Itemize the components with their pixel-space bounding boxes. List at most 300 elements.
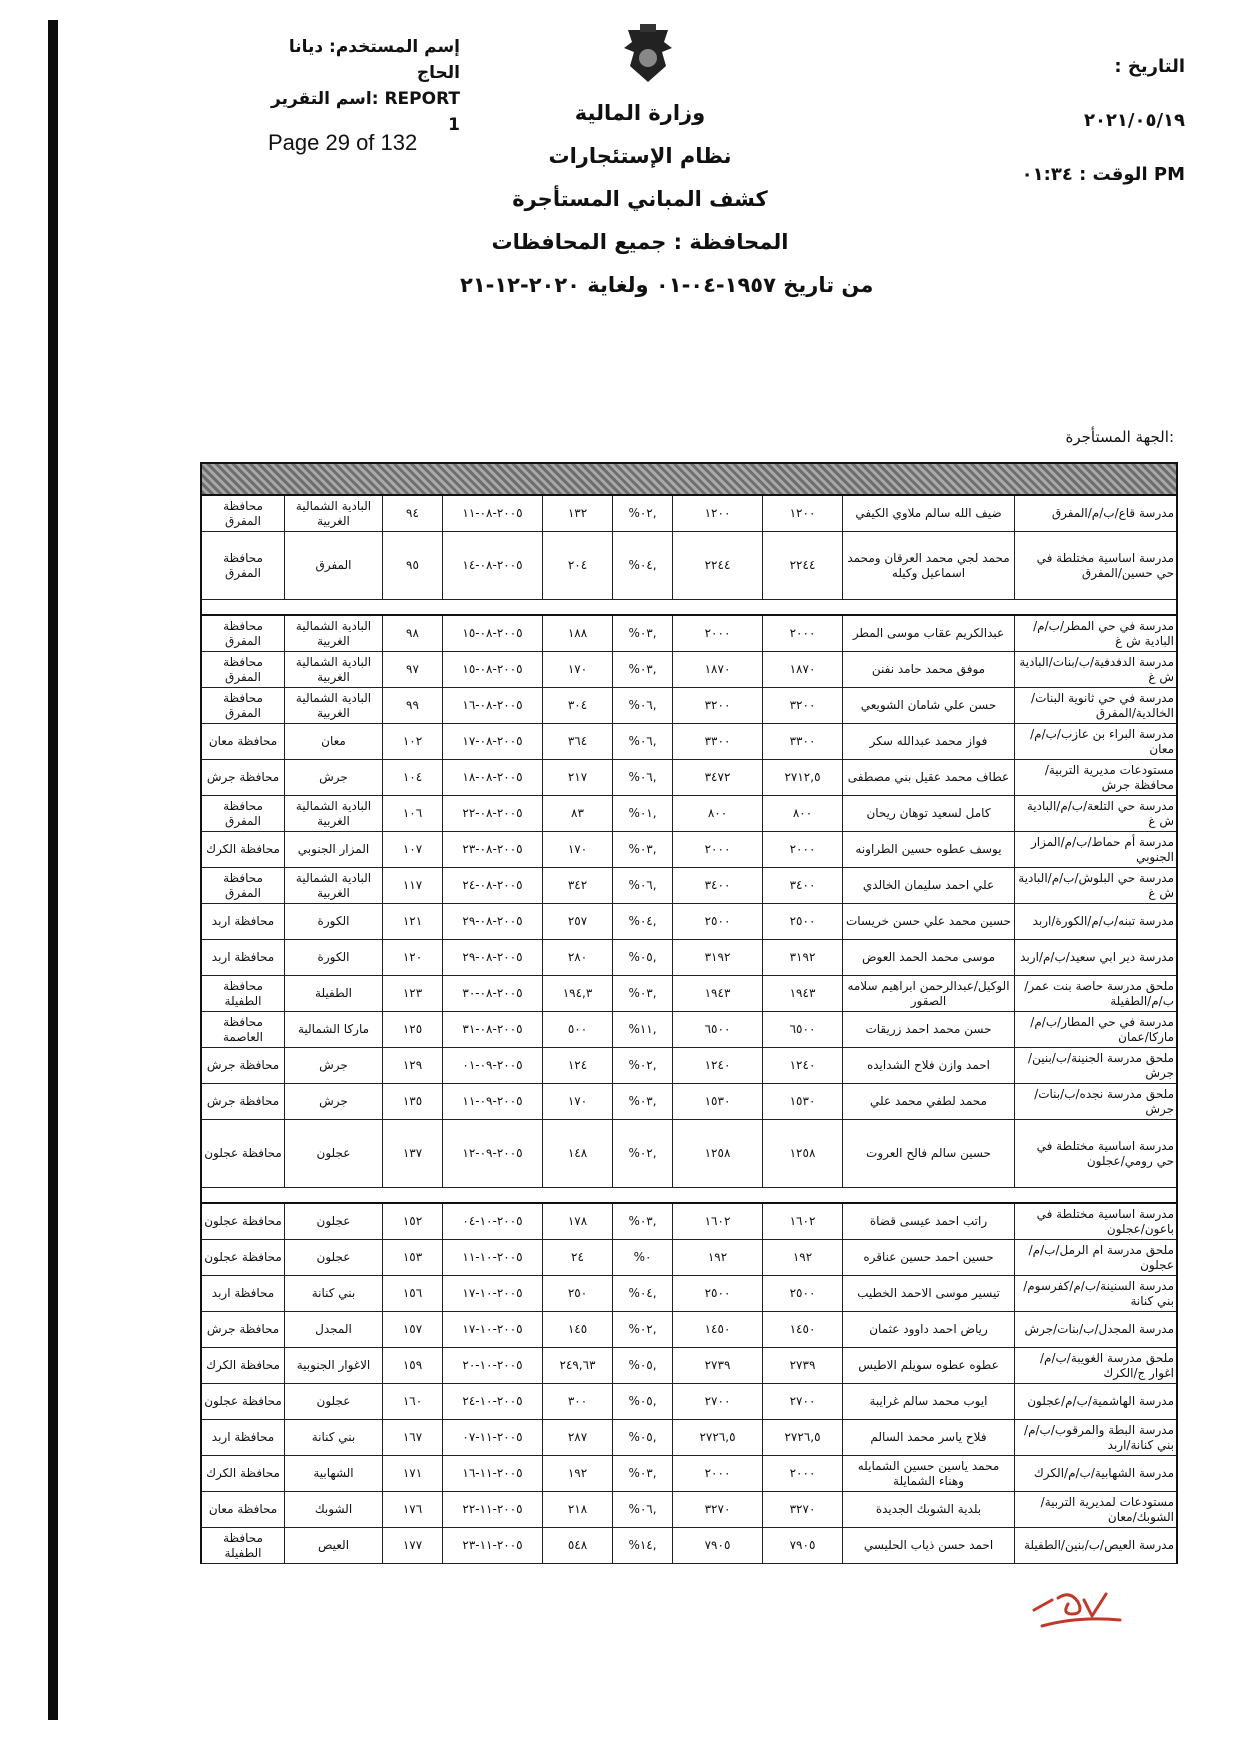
directorate-cell: عجلون (284, 1204, 382, 1239)
percentage-cell: %٠٤, (612, 532, 672, 599)
percentage-cell: %٠٦, (612, 760, 672, 795)
rent-value-cell: ٢٠٤ (542, 532, 612, 599)
governorate-cell: محافظة جرش (206, 1058, 280, 1072)
annual-amount-cell: ١٢٥٨ (672, 1120, 762, 1187)
rent-value-cell: ٢١٧ (542, 760, 612, 795)
net-amount-cell: ٢٧٣٩ (762, 1348, 842, 1383)
net-amount-cell: ٣٤٠٠ (762, 868, 842, 903)
building-name-cell: ملحق مدرسة ام الرمل/ب/م/عجلون (1014, 1240, 1176, 1275)
table-row (200, 760, 1178, 796)
building-name-cell: مدرسة في حي المطار/ب/م/ماركا/عمان (1014, 1012, 1176, 1047)
directorate-cell: الكورة (284, 940, 382, 975)
annual-amount-cell: ١٢٤٠ (672, 1048, 762, 1083)
net-amount-cell: ١٢٤٠ (762, 1048, 842, 1083)
contract-date-cell: ٢٠٠٥-٠٨-١٦ (442, 688, 542, 723)
handwritten-page-mark (1028, 1580, 1128, 1640)
contract-date-cell: ٢٠٠٥-٠٨-١٧ (442, 724, 542, 759)
governorate-cell: محافظة المفرق (223, 870, 263, 900)
building-name-cell: مدرسة قاع/ب/م/المفرق (1014, 496, 1176, 531)
building-name-cell: مدرسة حي التلعة/ب/م/البادية ش غ (1014, 796, 1176, 831)
percentage-cell: %١٤, (612, 1528, 672, 1563)
building-name-cell: ملحق مدرسة نجده/ب/بنات/جرش (1014, 1084, 1176, 1119)
table-row (200, 532, 1178, 600)
governorate-filter: المحافظة : جميع المحافظات (491, 230, 789, 254)
building-name-cell: ملحق مدرسة الغويبة/ب/م/اغوار ج/الكرك (1014, 1348, 1176, 1383)
governorate-cell: محافظة الكرك (206, 1358, 280, 1372)
net-amount-cell: ١٩٤٣ (762, 976, 842, 1011)
contract-date-cell: ٢٠٠٥-١٠-٠٤ (442, 1204, 542, 1239)
owner-name-cell: حسين احمد حسين عناقره (842, 1240, 1014, 1275)
governorate-cell: محافظة المفرق (223, 798, 263, 828)
table-body (200, 496, 1178, 1564)
annual-amount-cell: ٣٢٠٠ (672, 688, 762, 723)
percentage-cell: %٠٢, (612, 1312, 672, 1347)
annual-amount-cell: ١٢٠٠ (672, 496, 762, 531)
governorate-cell: محافظة المفرق (223, 618, 263, 648)
governorate-cell: محافظة العاصمة (223, 1014, 263, 1044)
directorate-cell: جرش (284, 1048, 382, 1083)
table-row (200, 796, 1178, 832)
annual-amount-cell: ٢٠٠٠ (672, 1456, 762, 1491)
contract-number-cell: ٩٩ (382, 688, 442, 723)
rent-value-cell: ١٩٢ (542, 1456, 612, 1491)
rent-value-cell: ٣٦٤ (542, 724, 612, 759)
net-amount-cell: ٢٧٠٠ (762, 1384, 842, 1419)
table-row (200, 1528, 1178, 1564)
percentage-cell: %٠٥, (612, 940, 672, 975)
owner-name-cell: عطاف محمد عقيل بني مصطفى (842, 760, 1014, 795)
owner-name-cell: عطوه عطوه سويلم الاطيس (842, 1348, 1014, 1383)
net-amount-cell: ٢٠٠٠ (762, 1456, 842, 1491)
rent-value-cell: ٢٤ (542, 1240, 612, 1275)
directorate-cell: الطفيلة (284, 976, 382, 1011)
percentage-cell: %٠٦, (612, 724, 672, 759)
building-name-cell: مستودعات مديرية التربية/محافظة جرش (1014, 760, 1176, 795)
annual-amount-cell: ٦٥٠٠ (672, 1012, 762, 1047)
percentage-cell: %٠٣, (612, 1456, 672, 1491)
percentage-cell: %٠٢, (612, 496, 672, 531)
directorate-cell: البادية الشمالية الغربية (284, 616, 382, 651)
directorate-cell: الشوبك (284, 1492, 382, 1527)
percentage-cell: %٠٢, (612, 1120, 672, 1187)
contract-number-cell: ١٣٥ (382, 1084, 442, 1119)
directorate-cell: بني كنانة (284, 1420, 382, 1455)
directorate-cell: معان (284, 724, 382, 759)
percentage-cell: %٠١, (612, 796, 672, 831)
contract-number-cell: ١٢٣ (382, 976, 442, 1011)
annual-amount-cell: ٢٢٤٤ (672, 532, 762, 599)
table-row (200, 832, 1178, 868)
table-row (200, 940, 1178, 976)
governorate-cell: محافظة معان (208, 734, 278, 748)
coat-of-arms-icon (618, 22, 678, 86)
contract-number-cell: ١٠٤ (382, 760, 442, 795)
directorate-cell: المفرق (284, 532, 382, 599)
owner-name-cell: الوكيل/عبدالرحمن ابراهيم سلامه الصقور (842, 976, 1014, 1011)
page-number: Page 29 of 132 (268, 130, 418, 155)
contract-date-cell: ٢٠٠٥-١١-٢٢ (442, 1492, 542, 1527)
contract-date-cell: ٢٠٠٥-١١-١٦ (442, 1456, 542, 1491)
building-name-cell: مدرسة حي البلوش/ب/م/البادية ش غ (1014, 868, 1176, 903)
annual-amount-cell: ٢٧٣٩ (672, 1348, 762, 1383)
table-row (200, 976, 1178, 1012)
percentage-cell: %٠٥, (612, 1384, 672, 1419)
directorate-cell: جرش (284, 760, 382, 795)
percentage-cell: %٠٥, (612, 1420, 672, 1455)
contract-date-cell: ٢٠٠٥-٠٨-٢٩ (442, 940, 542, 975)
owner-name-cell: موفق محمد حامد نفنن (842, 652, 1014, 687)
rent-value-cell: ٢٥٠ (542, 1276, 612, 1311)
contract-number-cell: ١٠٧ (382, 832, 442, 867)
header-right (1010, 40, 1185, 202)
net-amount-cell: ١٦٠٢ (762, 1204, 842, 1239)
table-row (200, 1312, 1178, 1348)
table-header-bar (200, 462, 1178, 496)
annual-amount-cell: ١٥٣٠ (672, 1084, 762, 1119)
contract-number-cell: ١٢١ (382, 904, 442, 939)
governorate-cell: محافظة الكرك (206, 842, 280, 856)
annual-amount-cell: ٣١٩٢ (672, 940, 762, 975)
directorate-cell: الكورة (284, 904, 382, 939)
governorate-cell: محافظة الطفيلة (223, 978, 263, 1008)
net-amount-cell: ٢٧١٢,٥ (762, 760, 842, 795)
contract-date-cell: ٢٠٠٥-٠٩-١١ (442, 1084, 542, 1119)
directorate-cell: البادية الشمالية الغربية (284, 652, 382, 687)
rent-value-cell: ٥٠٠ (542, 1012, 612, 1047)
print-time: الوقت : ٠١:٣٤ PM (1021, 164, 1185, 185)
contract-number-cell: ١٥٢ (382, 1204, 442, 1239)
governorate-cell: محافظة المفرق (223, 498, 263, 528)
directorate-cell: المزار الجنوبي (284, 832, 382, 867)
directorate-cell: الشهابية (284, 1456, 382, 1491)
percentage-cell: %٠٣, (612, 1084, 672, 1119)
building-name-cell: مدرسة البطة والمرقوب/ب/م/بني كنانة/اربد (1014, 1420, 1176, 1455)
table-row (200, 724, 1178, 760)
contract-date-cell: ٢٠٠٥-٠٨-٢٢ (442, 796, 542, 831)
rent-value-cell: ٢٨٧ (542, 1420, 612, 1455)
date-range: من تاريخ ١٩٥٧-٠٤-٠١ ولغاية ٢٠٢٠-١٢-٢١ (460, 273, 874, 297)
table-row (200, 688, 1178, 724)
net-amount-cell: ١٩٢ (762, 1240, 842, 1275)
contract-date-cell: ٢٠٠٥-٠٨-٢٤ (442, 868, 542, 903)
contract-date-cell: ٢٠٠٥-١١-٠٧ (442, 1420, 542, 1455)
net-amount-cell: ٢٥٠٠ (762, 1276, 842, 1311)
annual-amount-cell: ٢٥٠٠ (672, 1276, 762, 1311)
contract-date-cell: ٢٠٠٥-١٠-٢٤ (442, 1384, 542, 1419)
contract-number-cell: ١٥٧ (382, 1312, 442, 1347)
owner-name-cell: عبدالكريم عقاب موسى المطر (842, 616, 1014, 651)
rent-value-cell: ١٤٥ (542, 1312, 612, 1347)
directorate-cell: عجلون (284, 1120, 382, 1187)
percentage-cell: %٠٢, (612, 1048, 672, 1083)
rent-value-cell: ٢٤٩,٦٣ (542, 1348, 612, 1383)
owner-name-cell: تيسير موسى الاحمد الخطيب (842, 1276, 1014, 1311)
table-row (200, 1348, 1178, 1384)
building-name-cell: مدرسة تبنه/ب/م/الكورة/اربد (1014, 904, 1176, 939)
building-name-cell: مستودعات لمديرية التربية/الشوبك/معان (1014, 1492, 1176, 1527)
contract-date-cell: ٢٠٠٥-٠٨-١٥ (442, 616, 542, 651)
contract-number-cell: ١٧١ (382, 1456, 442, 1491)
contract-number-cell: ١٧٦ (382, 1492, 442, 1527)
contract-date-cell: ٢٠٠٥-٠٨-١٨ (442, 760, 542, 795)
table-row (200, 1456, 1178, 1492)
owner-name-cell: محمد لجي محمد العرقان ومحمد اسماعيل وكيله (842, 532, 1014, 599)
owner-name-cell: فواز محمد عبدالله سكر (842, 724, 1014, 759)
net-amount-cell: ٢٠٠٠ (762, 832, 842, 867)
contract-number-cell: ١٥٦ (382, 1276, 442, 1311)
building-name-cell: مدرسة السنينة/ب/م/كفرسوم/بني كنانة (1014, 1276, 1176, 1311)
rent-value-cell: ٢٨٠ (542, 940, 612, 975)
percentage-cell: %٠٣, (612, 832, 672, 867)
percentage-cell: %٠٣, (612, 1204, 672, 1239)
table-row (200, 616, 1178, 652)
directorate-cell: البادية الشمالية الغربية (284, 796, 382, 831)
contract-number-cell: ٩٥ (382, 532, 442, 599)
building-name-cell: مدرسة المجدل/ب/بنات/جرش (1014, 1312, 1176, 1347)
directorate-cell: العيص (284, 1528, 382, 1563)
contract-number-cell: ١٢٩ (382, 1048, 442, 1083)
annual-amount-cell: ٧٩٠٥ (672, 1528, 762, 1563)
owner-name-cell: يوسف عطوه حسين الطراونه (842, 832, 1014, 867)
rent-value-cell: ١٧٠ (542, 832, 612, 867)
governorate-cell: محافظة عجلون (204, 1214, 282, 1228)
directorate-cell: بني كنانة (284, 1276, 382, 1311)
rent-value-cell: ١٧٨ (542, 1204, 612, 1239)
table-row (200, 1276, 1178, 1312)
building-name-cell: مدرسة أم حماط/ب/م/المزار الجنوبي (1014, 832, 1176, 867)
percentage-cell: %٠٣, (612, 976, 672, 1011)
rent-value-cell: ١٧٠ (542, 1084, 612, 1119)
percentage-cell: %٠٤, (612, 904, 672, 939)
governorate-cell: محافظة عجلون (204, 1394, 282, 1408)
annual-amount-cell: ٢٠٠٠ (672, 832, 762, 867)
governorate-cell: محافظة جرش (206, 1094, 280, 1108)
rent-value-cell: ١٨٨ (542, 616, 612, 651)
building-name-cell: مدرسة الشهابية/ب/م/الكرك (1014, 1456, 1176, 1491)
owner-name-cell: محمد ياسين حسين الشمايله وهناء الشمايلة (842, 1456, 1014, 1491)
rent-value-cell: ١٧٠ (542, 652, 612, 687)
governorate-cell: محافظة اربد (211, 1430, 275, 1444)
building-name-cell: ملحق مدرسة الجنينة/ب/بنين/جرش (1014, 1048, 1176, 1083)
ministry-name: وزارة المالية (574, 101, 706, 125)
contract-date-cell: ٢٠٠٥-٠٨-٣٠ (442, 976, 542, 1011)
net-amount-cell: ٣٣٠٠ (762, 724, 842, 759)
net-amount-cell: ١٥٣٠ (762, 1084, 842, 1119)
contract-number-cell: ٩٧ (382, 652, 442, 687)
owner-name-cell: كامل لسعيد توهان ريحان (842, 796, 1014, 831)
owner-name-cell: محمد لطفي محمد علي (842, 1084, 1014, 1119)
governorate-cell: محافظة الكرك (206, 1466, 280, 1480)
contract-number-cell: ١٣٧ (382, 1120, 442, 1187)
contract-date-cell: ٢٠٠٥-٠٩-١٢ (442, 1120, 542, 1187)
print-date: التاريخ : ٢٠٢١/٠٥/١٩ (1083, 56, 1185, 131)
table-row (200, 1120, 1178, 1188)
net-amount-cell: ١٢٠٠ (762, 496, 842, 531)
annual-amount-cell: ١٤٥٠ (672, 1312, 762, 1347)
contract-number-cell: ١٦٧ (382, 1420, 442, 1455)
governorate-cell: محافظة معان (208, 1502, 278, 1516)
owner-name-cell: ايوب محمد سالم غرايبة (842, 1384, 1014, 1419)
table-row (200, 868, 1178, 904)
owner-name-cell: حسن محمد احمد زريقات (842, 1012, 1014, 1047)
table-row (200, 1012, 1178, 1048)
rent-value-cell: ٥٤٨ (542, 1528, 612, 1563)
table-row (200, 904, 1178, 940)
contract-date-cell: ٢٠٠٥-٠٨-٢٣ (442, 832, 542, 867)
building-name-cell: مدرسة اساسية مختلطة في باعون/عجلون (1014, 1204, 1176, 1239)
contract-date-cell: ٢٠٠٥-١٠-١٧ (442, 1312, 542, 1347)
rent-value-cell: ٨٣ (542, 796, 612, 831)
directorate-cell: عجلون (284, 1384, 382, 1419)
owner-name-cell: ضيف الله سالم ملاوي الكيفي (842, 496, 1014, 531)
rent-value-cell: ٣٠٠ (542, 1384, 612, 1419)
contract-number-cell: ٩٤ (382, 496, 442, 531)
table-row (200, 1492, 1178, 1528)
governorate-cell: محافظة جرش (206, 1322, 280, 1336)
governorate-cell: محافظة عجلون (204, 1146, 282, 1160)
rent-value-cell: ٣٠٤ (542, 688, 612, 723)
owner-name-cell: حسين محمد علي حسن خريسات (842, 904, 1014, 939)
percentage-cell: %٠٦, (612, 868, 672, 903)
contract-date-cell: ٢٠٠٥-٠٨-٣١ (442, 1012, 542, 1047)
owner-name-cell: موسى محمد الحمد العوض (842, 940, 1014, 975)
annual-amount-cell: ٣٤٠٠ (672, 868, 762, 903)
owner-name-cell: فلاح ياسر محمد السالم (842, 1420, 1014, 1455)
percentage-cell: %٠٤, (612, 1276, 672, 1311)
net-amount-cell: ٧٩٠٥ (762, 1528, 842, 1563)
annual-amount-cell: ٣٤٧٢ (672, 760, 762, 795)
building-name-cell: مدرسة البراء بن عازب/ب/م/معان (1014, 724, 1176, 759)
contract-date-cell: ٢٠٠٥-٠٨-١١ (442, 496, 542, 531)
rent-value-cell: ١٢٤ (542, 1048, 612, 1083)
building-name-cell: ملحق مدرسة حاصة بنت عمر/ب/م/الطفيلة (1014, 976, 1176, 1011)
net-amount-cell: ١٨٧٠ (762, 652, 842, 687)
table-row (200, 1240, 1178, 1276)
rent-value-cell: ٢١٨ (542, 1492, 612, 1527)
rent-value-cell: ١٩٤,٣ (542, 976, 612, 1011)
annual-amount-cell: ١٩٢ (672, 1240, 762, 1275)
table-row (200, 652, 1178, 688)
percentage-cell: %٠٦, (612, 688, 672, 723)
annual-amount-cell: ١٨٧٠ (672, 652, 762, 687)
directorate-cell: البادية الشمالية الغربية (284, 496, 382, 531)
rent-value-cell: ١٤٨ (542, 1120, 612, 1187)
directorate-cell: عجلون (284, 1240, 382, 1275)
table-row (200, 1204, 1178, 1240)
governorate-cell: محافظة عجلون (204, 1250, 282, 1264)
percentage-cell: %١١, (612, 1012, 672, 1047)
building-name-cell: مدرسة في حي ثانوية البنات/الخالدية/المفرق (1014, 688, 1176, 723)
governorate-cell: محافظة اربد (211, 1286, 275, 1300)
owner-name-cell: علي احمد سليمان الخالدي (842, 868, 1014, 903)
directorate-cell: الاغوار الجنوبية (284, 1348, 382, 1383)
system-name: نظام الإستئجارات (548, 144, 732, 168)
annual-amount-cell: ٣٢٧٠ (672, 1492, 762, 1527)
directorate-cell: البادية الشمالية الغربية (284, 868, 382, 903)
contract-date-cell: ٢٠٠٥-١٠-١٧ (442, 1276, 542, 1311)
owner-name-cell: احمد وازن فلاح الشدايده (842, 1048, 1014, 1083)
directorate-cell: جرش (284, 1084, 382, 1119)
contract-date-cell: ٢٠٠٥-١١-٢٣ (442, 1528, 542, 1563)
governorate-cell: محافظة المفرق (223, 550, 263, 580)
contract-date-cell: ٢٠٠٥-١٠-٢٠ (442, 1348, 542, 1383)
net-amount-cell: ٣٢٠٠ (762, 688, 842, 723)
governorate-cell: محافظة اربد (211, 914, 275, 928)
annual-amount-cell: ١٩٤٣ (672, 976, 762, 1011)
net-amount-cell: ٢٧٢٦,٥ (762, 1420, 842, 1455)
table-row (200, 1048, 1178, 1084)
owner-name-cell: احمد حسن ذياب الحليسي (842, 1528, 1014, 1563)
table-row (200, 1420, 1178, 1456)
table-row (200, 1084, 1178, 1120)
net-amount-cell: ٢٢٤٤ (762, 532, 842, 599)
table-row (200, 1384, 1178, 1420)
rented-buildings-table (200, 462, 1178, 1560)
table-row (200, 496, 1178, 532)
annual-amount-cell: ٣٣٠٠ (672, 724, 762, 759)
percentage-cell: %٠٥, (612, 1348, 672, 1383)
annual-amount-cell: ٢٧٠٠ (672, 1384, 762, 1419)
annual-amount-cell: ٢٥٠٠ (672, 904, 762, 939)
report-title-block (460, 92, 874, 307)
directorate-cell: البادية الشمالية الغربية (284, 688, 382, 723)
governorate-cell: محافظة اربد (211, 950, 275, 964)
contract-number-cell: ١١٧ (382, 868, 442, 903)
net-amount-cell: ٢٥٠٠ (762, 904, 842, 939)
building-name-cell: مدرسة الدفدفية/ب/بنات/البادية ش غ (1014, 652, 1176, 687)
contract-number-cell: ١٠٦ (382, 796, 442, 831)
net-amount-cell: ٣١٩٢ (762, 940, 842, 975)
contract-number-cell: ١٢٥ (382, 1012, 442, 1047)
contract-number-cell: ١٠٢ (382, 724, 442, 759)
governorate-cell: محافظة المفرق (223, 654, 263, 684)
section-label: الجهة المستأجرة: (1065, 428, 1174, 446)
report-name: اسم التقرير: REPORT 1 (271, 89, 460, 135)
building-name-cell: مدرسة اساسية مختلطة في حي رومي/عجلون (1014, 1120, 1176, 1187)
directorate-cell: المجدل (284, 1312, 382, 1347)
contract-date-cell: ٢٠٠٥-٠٨-١٤ (442, 532, 542, 599)
net-amount-cell: ٣٢٧٠ (762, 1492, 842, 1527)
table-separator (200, 600, 1178, 616)
contract-number-cell: ٩٨ (382, 616, 442, 651)
owner-name-cell: رياض احمد داوود عثمان (842, 1312, 1014, 1347)
annual-amount-cell: ٢٧٢٦,٥ (672, 1420, 762, 1455)
contract-number-cell: ١٢٠ (382, 940, 442, 975)
directorate-cell: ماركا الشمالية (284, 1012, 382, 1047)
annual-amount-cell: ١٦٠٢ (672, 1204, 762, 1239)
contract-date-cell: ٢٠٠٥-١٠-١١ (442, 1240, 542, 1275)
contract-number-cell: ١٦٠ (382, 1384, 442, 1419)
percentage-cell: %٠٣, (612, 616, 672, 651)
percentage-cell: %٠٣, (612, 652, 672, 687)
percentage-cell: %٠ (612, 1240, 672, 1275)
contract-date-cell: ٢٠٠٥-٠٩-٠١ (442, 1048, 542, 1083)
building-name-cell: مدرسة الهاشمية/ب/م/عجلون (1014, 1384, 1176, 1419)
net-amount-cell: ١٢٥٨ (762, 1120, 842, 1187)
header-left (270, 34, 460, 138)
rent-value-cell: ١٣٢ (542, 496, 612, 531)
owner-name-cell: بلدية الشوبك الجديدة (842, 1492, 1014, 1527)
building-name-cell: مدرسة دير ابي سعيد/ب/م/اربد (1014, 940, 1176, 975)
rent-value-cell: ٢٥٧ (542, 904, 612, 939)
user-name: إسم المستخدم: ديانا الحاج (288, 37, 460, 83)
governorate-cell: محافظة جرش (206, 770, 280, 784)
building-name-cell: مدرسة اساسية مختلطة في حي حسين/المفرق (1014, 532, 1176, 599)
rent-value-cell: ٣٤٢ (542, 868, 612, 903)
scan-margin-bar (48, 20, 58, 1720)
owner-name-cell: حسن علي شامان الشويعي (842, 688, 1014, 723)
owner-name-cell: حسين سالم فالح العروت (842, 1120, 1014, 1187)
